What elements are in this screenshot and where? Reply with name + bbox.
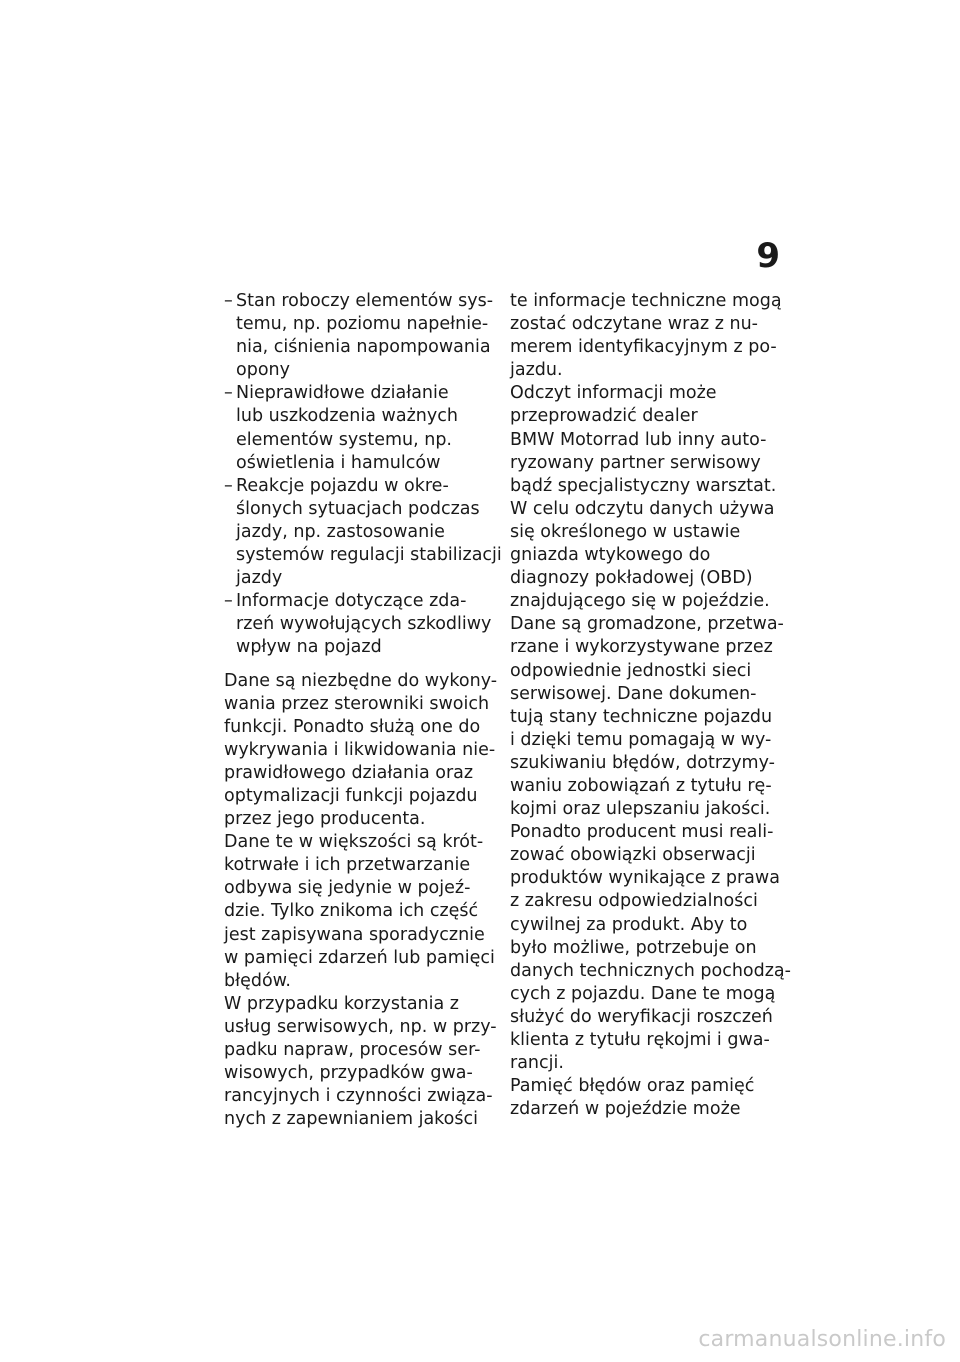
text-line: klienta z tytułu rękojmi i gwa- <box>510 1030 770 1050</box>
list-item <box>224 382 492 474</box>
text-line: dzie. Tylko znikoma ich część <box>224 901 479 922</box>
text-line: przez jego producenta. <box>224 809 426 830</box>
text-line: usług serwisowych, np. w przy- <box>224 1016 497 1037</box>
text-line: było możliwe, potrzebuje on <box>510 937 757 958</box>
text-line: jest zapisywana sporadycznie <box>224 924 485 945</box>
right-column <box>510 290 791 1121</box>
text-line: kojmi oraz ulepszaniu jakości. <box>510 799 771 820</box>
text-line: w pamięci zdarzeń lub pamięci <box>224 947 495 968</box>
text-line: szukiwaniu błędów, dotrzymy- <box>510 752 775 773</box>
text-line: kotrwałe i ich przetwarzanie <box>224 855 471 876</box>
text-line: W przypadku korzystania z <box>224 993 459 1014</box>
list-item <box>224 590 492 659</box>
text-line: zostać odczytane wraz z nu- <box>510 314 758 335</box>
text-line: Odczyt informacji może <box>510 383 717 404</box>
text-line: Stan roboczy elementów sys- <box>236 291 494 311</box>
text-line: Dane te w większości są krót- <box>224 832 484 853</box>
text-line: funkcji. Ponadto służą one do <box>224 716 481 737</box>
text-line: tują stany techniczne pojazdu <box>510 706 773 727</box>
text-line: produktów wynikające z prawa <box>510 868 780 889</box>
text-line: odpowiednie jednostki sieci <box>510 660 752 681</box>
text-line: Informacje dotyczące zda- <box>236 591 467 612</box>
list-item <box>224 475 502 590</box>
text-line: nia, ciśnienia napompowania <box>236 337 491 358</box>
text-line: gniazda wtykowego do <box>510 545 711 566</box>
dash-mark: – <box>224 591 233 612</box>
text-line: oświetlenia i hamulców <box>236 452 441 473</box>
dash-mark: – <box>224 383 233 404</box>
text-line: zować obowiązki obserwacji <box>510 845 756 866</box>
text-line: wpływ na pojazd <box>236 637 382 658</box>
text-line: diagnozy pokładowej (OBD) <box>510 568 753 589</box>
text-line: serwisowej. Dane dokumen- <box>510 683 757 704</box>
text-line: znajdującego się w pojeździe. <box>510 591 770 612</box>
text-line: ryzowany partner serwisowy <box>510 452 761 473</box>
text-line: waniu zobowiązań z tytułu rę- <box>510 775 772 796</box>
text-line: elementów systemu, np. <box>236 429 452 450</box>
text-line: lub uszkodzenia ważnych <box>236 406 458 427</box>
text-line: cych z pojazdu. Dane te mogą <box>510 983 776 1004</box>
text-line: W celu odczytu danych używa <box>510 498 775 519</box>
bullet-list <box>224 290 502 660</box>
text-line: jazdy <box>236 568 283 589</box>
text-line: jazdy, np. zastosowanie <box>236 521 445 542</box>
page-number: 9 <box>756 236 780 276</box>
text-line: i dzięki temu pomagają w wy- <box>510 729 772 750</box>
text-line: służyć do weryfikacji roszczeń <box>510 1006 773 1027</box>
text-line: z zakresu odpowiedzialności <box>510 891 758 912</box>
text-line: ślonych sytuacjach podczas <box>236 498 480 519</box>
text-line: się określonego w ustawie <box>510 521 741 542</box>
text-line: BMW Motorrad lub inny auto- <box>510 429 767 450</box>
text-line: Ponadto producent musi reali- <box>510 822 774 843</box>
body-paragraph <box>510 290 791 1121</box>
text-line: odbywa się jedynie w pojeź- <box>224 878 471 899</box>
dash-mark: – <box>224 291 233 311</box>
text-line: prawidłowego działania oraz <box>224 762 474 783</box>
text-line: Reakcje pojazdu w okre- <box>236 475 449 496</box>
text-line: jazdu. <box>510 360 563 381</box>
text-line: rancji. <box>510 1053 564 1074</box>
list-item <box>224 290 492 382</box>
text-line: Nieprawidłowe działanie <box>236 383 449 404</box>
text-line: zdarzeń w pojeździe może <box>510 1099 741 1120</box>
text-line: padku napraw, procesów ser- <box>224 1040 481 1060</box>
text-line: rzane i wykorzystywane przez <box>510 637 773 658</box>
text-line: Pamięć błędów oraz pamięć <box>510 1076 755 1097</box>
text-line: merem identyfikacyjnym z po- <box>510 337 777 358</box>
text-line: te informacje techniczne mogą <box>510 291 782 311</box>
text-line: błędów. <box>224 970 291 991</box>
text-line: optymalizacji funkcji pojazdu <box>224 785 478 806</box>
left-column <box>224 290 502 1131</box>
text-line: bądź specjalistyczny warsztat. <box>510 475 777 496</box>
text-line: temu, np. poziomu napełnie- <box>236 314 489 335</box>
text-line: wykrywania i likwidowania nie- <box>224 739 496 760</box>
text-line: rzeń wywołujących szkodliwy <box>236 614 492 635</box>
text-line: danych technicznych pochodzą- <box>510 960 791 981</box>
text-line: systemów regulacji stabilizacji <box>236 545 502 566</box>
text-line: Dane są gromadzone, przetwa- <box>510 614 784 635</box>
body-paragraph <box>224 670 498 1132</box>
watermark-link[interactable]: carmanualsonline.info <box>698 1327 946 1352</box>
text-line: przeprowadzić dealer <box>510 406 698 427</box>
text-line: wania przez sterowniki swoich <box>224 693 490 714</box>
dash-mark: – <box>224 475 233 496</box>
text-line: wisowych, przypadków gwa- <box>224 1063 473 1084</box>
text-line: Dane są niezbędne do wykony- <box>224 670 498 691</box>
text-line: rancyjnych i czynności związa- <box>224 1086 493 1107</box>
text-line: nych z zapewnianiem jakości <box>224 1109 478 1130</box>
text-line: cywilnej za produkt. Aby to <box>510 914 748 935</box>
text-line: opony <box>236 360 290 381</box>
